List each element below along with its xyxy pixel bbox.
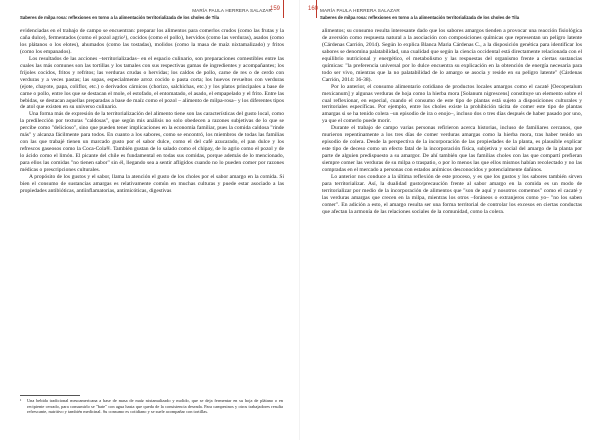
page-number: 160 bbox=[308, 6, 319, 12]
paragraph: Durante el trabajo de campo varias personas refirieron acerca historias, incluso de familiares cercanos, que murieron repentinamente a los tres días de comer verduras amargas como la hierba mora, tras haber tenido un episodio de colera. Desde la perspectiva de la incorporación de las propiedades de la planta, es plausible explicar este tipo de deceso como un efecto fatal de la incorporación física, subjetiva y social del amargo de la planta por parte de alguien predispuesto a su amargor. De ahí también que las familias choles con las que compartí prefieran siempre comer las verduras de su milpa o traspatio, o por lo menos las que ellos mismos habían recolectado y no las compradas en el mercado a personas con estados anímicos desconocidos y potencialmente dañinos. bbox=[322, 125, 582, 174]
running-head bbox=[320, 8, 582, 20]
right-page bbox=[300, 0, 600, 440]
running-head-author: MARÍA PAULA HERRERA SALAZAR bbox=[320, 8, 400, 13]
running-head bbox=[20, 8, 284, 20]
footnote-divider bbox=[20, 395, 80, 396]
body-text bbox=[20, 28, 284, 195]
paragraph: Los resultados de las acciones –territorializadas– en el espacio culinario, son preparaciones comestibles entre las cuales las más comunes son las tortillas y los tamales con sus respectivas gamas de ingredientes y acompañantes; los frijoles cocidos, fritos y refritos; las verduras crudas o hervidas; los caldos de pollo, carne de res o de cerdo con verduras y a veces pastas; las sopas, especialmente arroz cocido o pasta corta; los huevos revueltos con verduras (ejote, chayote, papa, coliflor, etc.) o derivados cárnicos (chorizo, salchichas, etc.) y los platos principales a base de carne o pollo, entre los que se destacan el mole, el estofado, el entomatado, el asado, el empapelado y el frito. Entre las bebidas, se destacan aquellas preparadas a base de maíz como el pozol – alimento de milpa-rosa– y los diferentes tipos de atol que existen en su universo culinario. bbox=[20, 55, 284, 111]
paragraph: alimentos; su consumo resulta interesante dado que los sabores amargos tienden a provocar una reacción fisiológica de aversión como respuesta natural a la asociación con composiciones químicas que representan un peligro latente (Cárdenas Carrión, 2014). Según lo explica Blanca Maria Cárdenas C., a la disposición genética para identificar los sabores se denomina palatabilidad, una cualidad que según la ciencia occidental está directamente relacionada con el equilibrio nutricional y energético, el metabolismo y las respuestas del organismo frente a ciertas sustancias químicas: "la preferencia universal por lo dulce encuentra su explicación en la obtención de energía necesaria para todo ser vivo, mientras que la no palatabilidad de lo amargo se asocia y reside en su peligro latente" (Cárdenas Carrión, 2014: 36-38). bbox=[322, 28, 582, 83]
running-head-author: MARÍA PAULA HERRERA SALAZAR bbox=[192, 8, 272, 13]
footnote-number: ¹ bbox=[20, 398, 22, 403]
paragraph: Por lo anterior, el consumo alimentario cotidiano de productos locales amargos como el cacaté [Oecopetalum mexicanum] y algunas verduras de hoja como la hierba mora [Solanum nigrescens] constituye un elemento sobre el cual reflexionar, en especial, cuando el consumo de este tipo de plantas está sujeto a disposiciones culturales y territoriales específicas. Por ejemplo, entre los choles existe la prohibición tácita de comer este tipo de plantas amargas si se ha tenido colera –un episodio de ira o enojo–, incluso dos o tres días después de haber pasado por uno, ya que el comerlo puede morir. bbox=[322, 83, 582, 125]
page-number: 159 bbox=[270, 6, 281, 12]
paragraph: Lo anterior nos conduce a la última reflexión de este proceso, y es que los gustos y los sabores también sirven para territorializar. Así, la dualidad gusto/precaución frente al sabor amargo en la comida es un modo de territorializar por medio de la incorporación de alimentos que "son de aquí y nosotros comemos" como el cacaté y las verduras amargas que crecen en la milpa, mientras los otros –foráneos o extranjeros como yo– "no los saben comer". En adición a esto, el amargo resulta ser una forma territorial de controlar los excesos en ciertas conductas que afectan la armonía de las relaciones sociales de la comunidad, como la colera. bbox=[322, 174, 582, 215]
footnote bbox=[20, 398, 284, 415]
running-head-subtitle: Saberes de milpa rosa: reflexiones en torno a la alimentación territorializada de los choles de Tila bbox=[20, 15, 220, 20]
paragraph: evidenciadas en el trabajo de campo se encuentran: preparar los alimentos para comerlos crudos (como las frutas y la caña dulce), fermentados (como el pozol agrio¹), cocidos (como el pollo), hervidos (como las verduras), asados (como los plátanos o los elotes), ahumados (como las tostadas), molidos (como la masa de maíz nixtamalizado) y fritos (como los empanados). bbox=[20, 28, 284, 55]
footnote-text: Una bebida tradicional mesoamericana a base de masa de maíz nixtamalizado y molido, que se deja fermentar en su hoja de plátano o en recipiente cerrado, para consumirlo se "bate" con agua hasta que queda de la consistencia deseada. Para campesinos y otros trabajadores resulta refrescante, nutritivo y también medicinal. Su consumo es cotidiano y se suele acompañar con tortillas. bbox=[27, 398, 283, 414]
paragraph: A propósito de los gustos y el sabor, llama la atención el gusto de los choles por el sabor amargo en la comida. Si bien el consumo de sustancias amargas es relativamente común en muchas culturas y puede estar asociado a las propiedades antibióticas, antiinflamatorias, antimicóticas, digestivas bbox=[20, 174, 284, 194]
body-text bbox=[322, 28, 582, 216]
paragraph: Una forma más de expresión de la territorialización del alimento tiene son las características del gusto local, como la predilección por texturas "caldosas", que según mis análisis no solo obedecen a razones subjetivas de lo que se percibe como "delicioso", sino que pueden tener implicaciones en la economía familiar, pues la comida caldosa "rinde más" y alcanza fácilmente para todos. En cuanto a los sabores, como se encontró, los miembros de todas las familias con las que trabajé tienen un marcado gusto por el sabor dulce, como el del café azucarado, el pan dulce y los refrescos gaseosos como la Coca-Cola®. También gustan de lo salado como el chipay, de lo agrio como el pozol y de lo ácido como el limón. El picante del chile es fundamental en todas sus comidas, porque además de lo mencionado, para ellos las comidas "no tienen sabor" sin él, llegando sea a sentir afligidos cuando no lo pueden comer por razones médicas o prescripciones culturales. bbox=[20, 111, 284, 174]
running-head-subtitle: Saberes de milpa rosa: reflexiones en torno a la alimentación territorializada de los choles de Tila bbox=[320, 15, 520, 20]
